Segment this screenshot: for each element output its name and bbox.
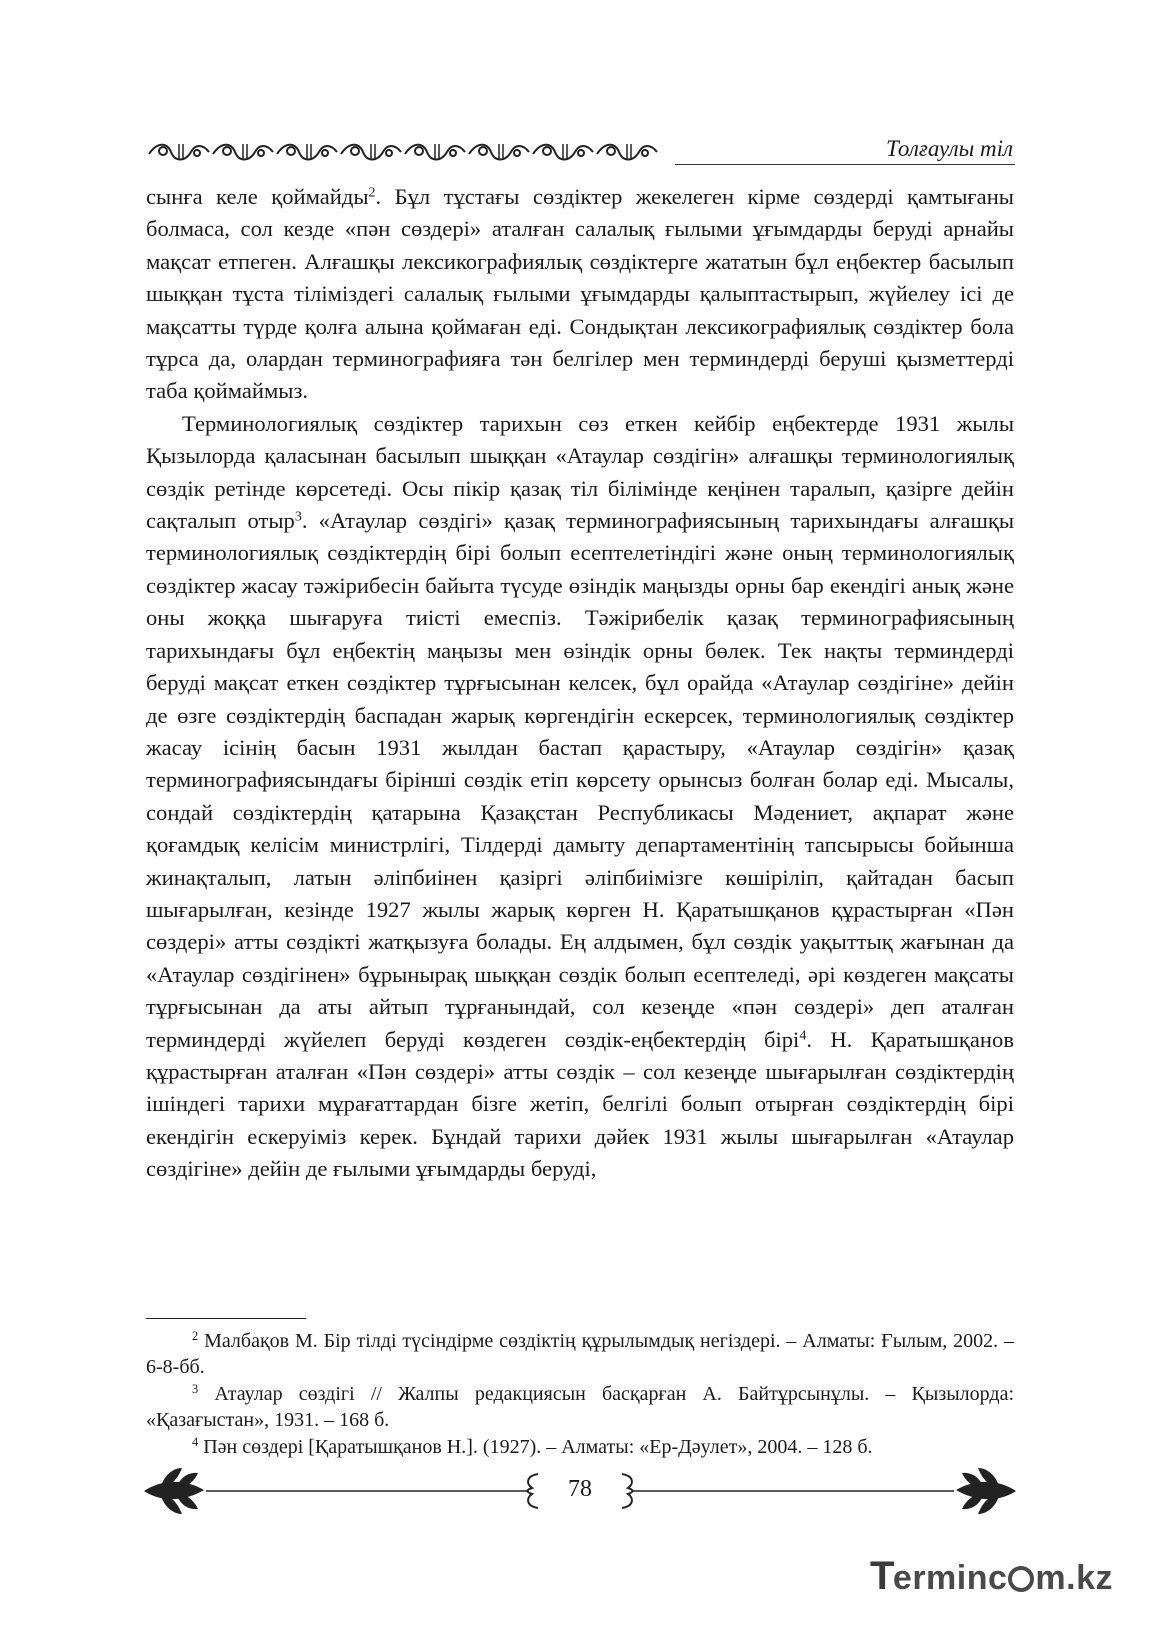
leaf-ornament-right <box>956 1468 1016 1514</box>
footnote-ref: 2 <box>368 185 376 201</box>
text-run: сынға келе қоймайды <box>146 184 369 209</box>
leaf-ornament-left <box>144 1468 204 1514</box>
footnote-text: Атаулар сөздігі // Жалпы редакциясын басқарған А. Байтұрсынұлы. – Қызылорда: «Қазағыстан», 1931. – 168 б. <box>146 1383 1014 1431</box>
footnote-ref: 4 <box>799 1027 807 1043</box>
scroll-motif <box>469 144 529 160</box>
site-watermark: Terminc m.kz <box>869 1554 1113 1598</box>
running-header <box>145 132 1015 172</box>
footnote-number: 3 <box>192 1382 199 1397</box>
main-text <box>146 181 1014 1186</box>
text-run: . Бұл тұстағы сөздіктер жекелеген кірме сөздерді қамтығаны болмаса, сол кезде «пән сөздері» аталған салалық ғылыми ұғымдарды беруді арнайы мақсат етпеген. Алғашқы лексикографиялық сөздіктерге жататын бұл еңбектер басылып шыққан тұста тіліміздегі салалық ғылыми ұғымдарды қалыптастырып, жүйелеу ісі де мақсатты түрде қолға алына қоймаған еді. Сондықтан лексикографиялық сөздіктер бола тұрса да, олардан терминографияға тән белгілер мен терминдерді беруші қызметтерді таба қоймаймыз. <box>146 184 1014 404</box>
scroll-motif <box>213 144 273 160</box>
text-run: . Н. Қаратышқанов құрастырған аталған «Пән сөздері» атты сөздік – сол кезеңде шығарылған сөздіктердің ішіндегі тарихи мұрағаттардан бізге жетіп, белгілі болып отырған сөздіктердің бірі екендігін ескеруіміз керек. Бұндай тарихи дәйек 1931 жылы шығарылған «Атаулар сөздігіне» дейін де ғылыми ұғымдарды беруді, <box>146 1026 1014 1182</box>
page-footer <box>140 1462 1020 1522</box>
footnote-ref: 3 <box>294 509 302 525</box>
decorative-ornament-band <box>145 138 675 166</box>
text-run: . «Атаулар сөздігі» қазақ терминографиясының тарихындағы алғашқы терминологиялық сөздіктердің бірі болып есептелетіндігі және оның терминологиялық сөздіктер жасау тәжірибесін байыта түсуде өзіндік маңызды орны бар екендігі анық және оны жоққа шығаруға тиісті емеспіз. Тәжірибелік қазақ терминографиясының тарихындағы бұл еңбектің маңызы мен өзіндік орны бөлек. Тек нақты терминдерді беруді мақсат еткен сөздіктер тұрғысынан келсек, бұл орайда «Атаулар сөздігіне» дейін де өзге сөздіктердің баспадан жарық көргендігін ескерсек, терминологиялық сөздіктер жасау ісінің басын 1931 жылдан бастап қарастыру, «Атаулар сөздігін» қазақ терминографиясындағы бірінші сөздік етіп көрсету орынсыз болған болар еді. Мысалы, сондай сөздіктердің қатарына Қазақстан Республикасы Мәдениет, ақпарат және қоғамдық келісім министрлігі, Тілдерді дамыту департаментінің тапсырысы бойынша жинақталып, латын әліпбиінен қазіргі әліпбиімізге көшіріліп, қайтадан басып шығарылған, кезінде 1927 жылы жарық көрген Н. Қаратышқанов құрастырған «Пән сөздері» атты сөздікті жатқызуға болады. Ең алдымен, бұл сөздік уақыттық жағынан да «Атаулар сөздігінен» бұрынырақ шыққан сөздік болып есептеледі, әрі көздеген мақсаты тұрғысынан да аты айтып тұрғанындай, сол кезеңде «пән сөздері» деп аталған терминдерді жүйелеп беруді көздеген сөздік-еңбектердің бірі <box>146 508 1014 1052</box>
footnote-text: Малбақов М. Бір тілді түсіндірме сөздіктің құрылымдық негіздері. – Алматы: Ғылым, 2002. – 6-8-бб. <box>146 1330 1014 1378</box>
scroll-motif <box>597 144 657 160</box>
body-paragraph <box>146 181 1014 408</box>
running-title: Толғаулы тіл <box>885 136 1013 161</box>
scroll-motif <box>533 144 593 160</box>
footnote-separator <box>146 1318 306 1319</box>
footnote <box>146 1381 1014 1433</box>
scroll-motif <box>341 144 401 160</box>
footnote <box>146 1328 1014 1380</box>
body-paragraph <box>146 408 1014 1186</box>
footnotes <box>146 1328 1014 1461</box>
watermark-ring-icon <box>1008 1566 1034 1592</box>
footnote <box>146 1434 1014 1460</box>
footnote-number: 4 <box>192 1435 199 1450</box>
footnote-text: Пән сөздері [Қаратышқанов Н.]. (1927). – Алматы: «Ер-Дәулет», 2004. – 128 б. <box>198 1436 873 1458</box>
text-run: Терминологиялық сөздіктер тарихын сөз еткен кейбір еңбектерде 1931 жылы Қызылорда қаласынан басылып шыққан «Атаулар сөздігін» алғашқы терминологиялық сөздік ретінде көрсетеді. Осы пікір қазақ тіл білімінде кеңінен таралып, қазірге дейін сақталып отыр <box>146 410 1014 534</box>
header-rule <box>675 164 1015 165</box>
scroll-motif <box>405 144 465 160</box>
scroll-motif <box>149 144 209 160</box>
footnote-number: 2 <box>192 1329 199 1344</box>
scroll-motif <box>277 144 337 160</box>
page-number: 78 <box>568 1476 592 1502</box>
